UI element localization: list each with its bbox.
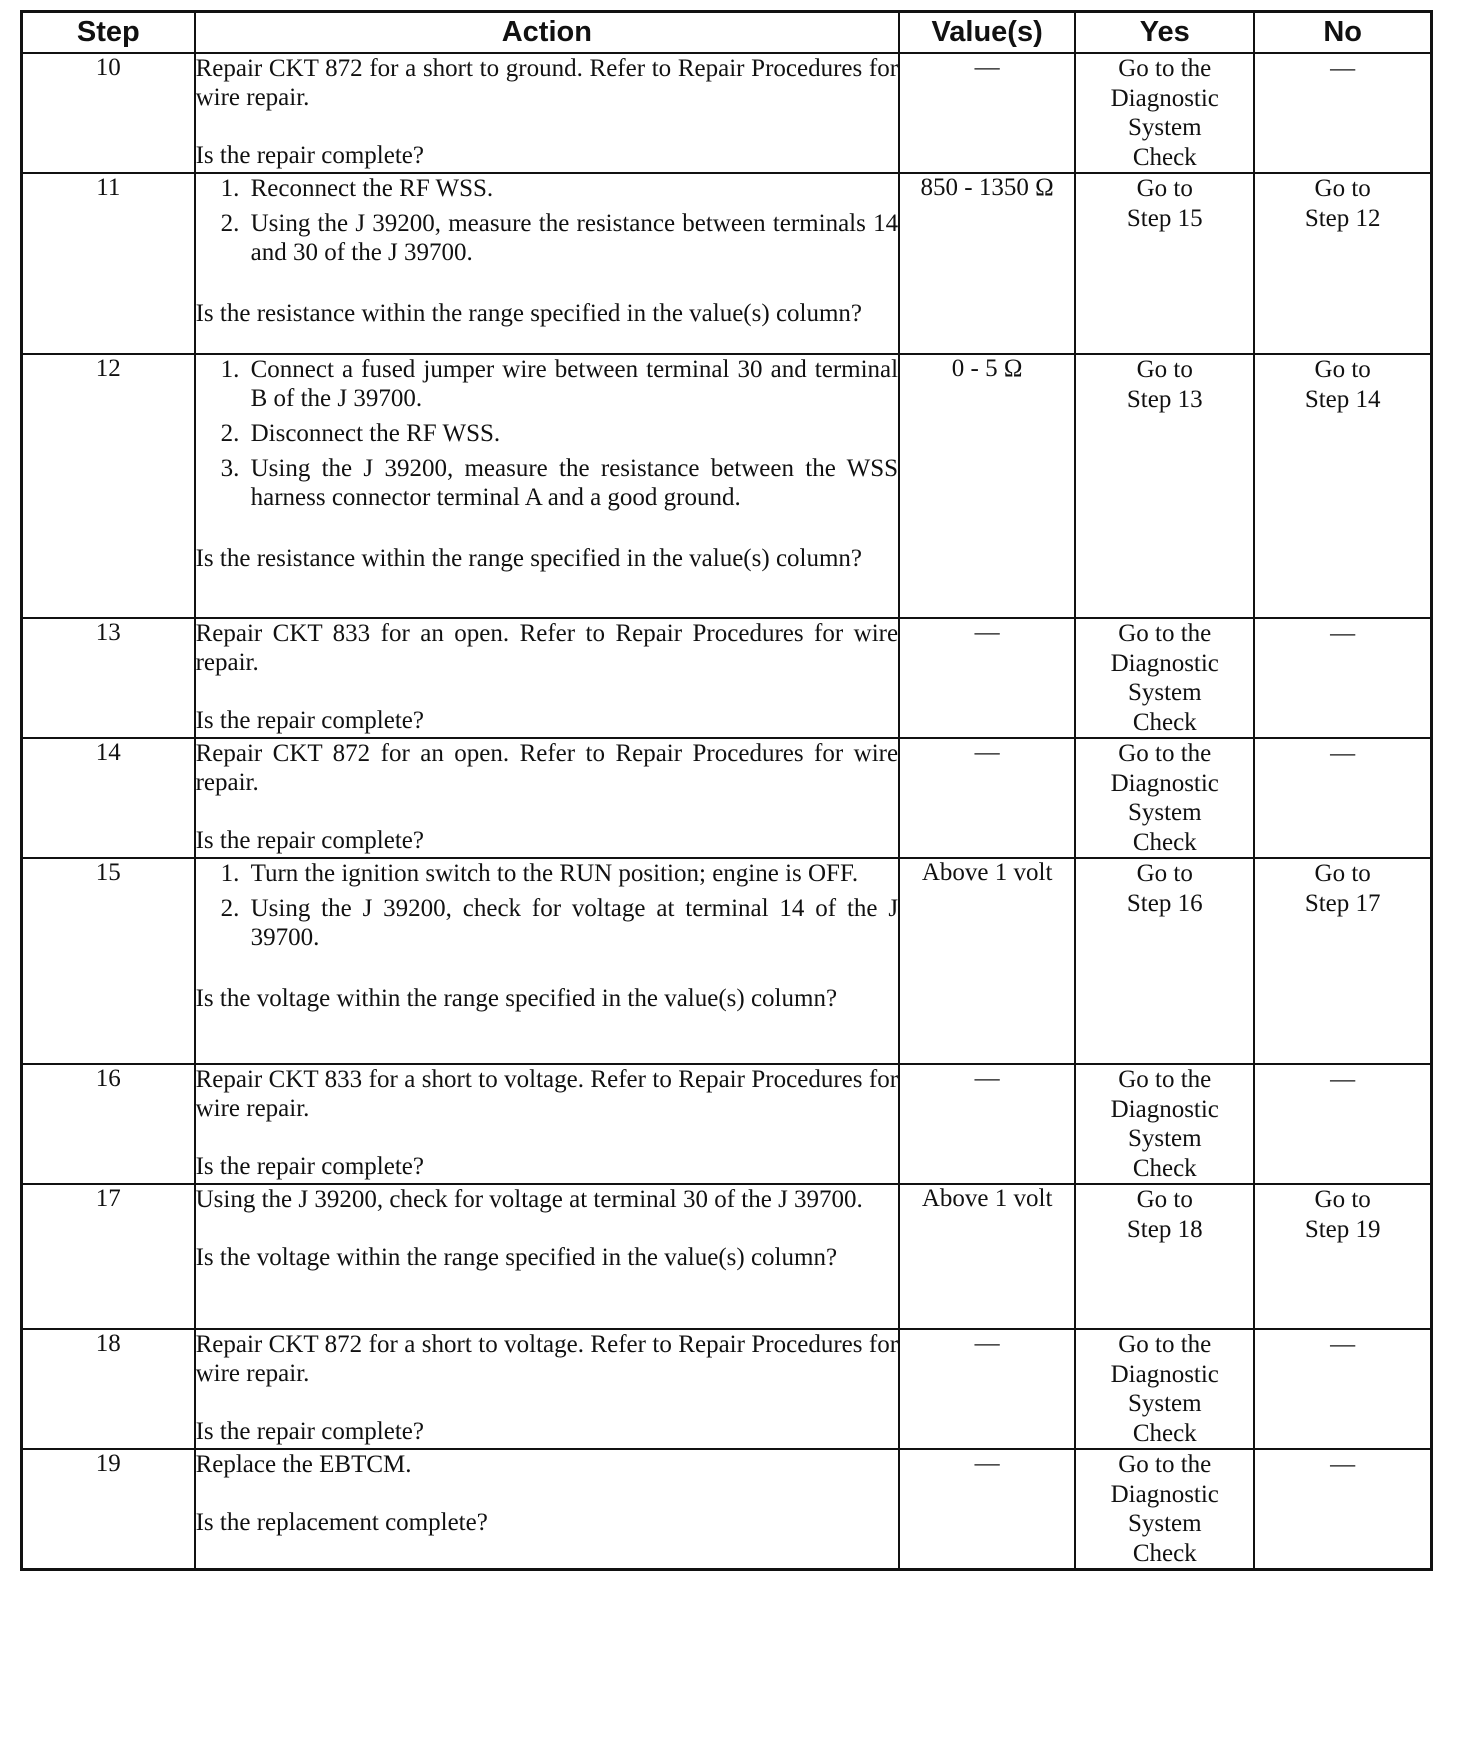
no-text-line: —: [1330, 1066, 1356, 1093]
action-step-item: [220, 355, 899, 413]
yes-text-line: Diagnostic: [1110, 1360, 1219, 1388]
action-step-item: [220, 859, 898, 888]
yes-cell: [1075, 858, 1254, 1064]
yes-cell: [1075, 1064, 1254, 1184]
action-text: Repair CKT 833 for an open. Refer to Repair Procedures for wire repair.: [195, 620, 899, 676]
action-cell: [195, 53, 899, 173]
table-row: [22, 354, 1432, 618]
no-text-line: Step 19: [1304, 1215, 1381, 1243]
yes-cell: [1075, 354, 1254, 618]
value-cell: —: [899, 1329, 1075, 1449]
action-cell: [195, 858, 899, 1064]
action-step-item: [220, 419, 898, 448]
value-cell: —: [899, 618, 1075, 738]
yes-text-line: Go to: [1136, 356, 1193, 383]
yes-text-line: System: [1127, 679, 1202, 706]
action-step-number: 1.: [220, 175, 240, 202]
step-number: 16: [22, 1064, 195, 1184]
action-question: Is the repair complete?: [195, 827, 424, 854]
no-text-line: Go to: [1314, 860, 1371, 887]
no-text-line: —: [1330, 1451, 1356, 1478]
no-cell: [1254, 858, 1431, 1064]
yes-text-line: System: [1127, 1510, 1202, 1537]
yes-text-line: Go to: [1136, 1186, 1193, 1213]
table-row: [22, 1184, 1432, 1329]
value-cell: —: [899, 1449, 1075, 1570]
value-cell: Above 1 volt: [899, 858, 1075, 1064]
no-text-line: Step 17: [1304, 889, 1381, 917]
action-step-item: [220, 174, 898, 203]
action-text: Repair CKT 872 for an open. Refer to Repair Procedures for wire repair.: [195, 740, 899, 796]
action-step-item: [220, 454, 899, 512]
no-text-line: —: [1330, 1331, 1356, 1358]
yes-cell: [1075, 1184, 1254, 1329]
yes-cell: [1075, 738, 1254, 858]
no-text-line: Go to: [1314, 1186, 1371, 1213]
no-text-line: Step 14: [1304, 385, 1381, 413]
no-cell: [1254, 173, 1431, 354]
table-row: [22, 173, 1432, 354]
action-step-number: 2.: [220, 210, 240, 237]
table-header: [22, 12, 1432, 54]
no-cell: [1254, 1184, 1431, 1329]
action-question: Is the resistance within the range specified in the value(s) column?: [195, 545, 863, 572]
action-cell: [195, 1449, 899, 1570]
yes-text-line: Go to: [1136, 860, 1193, 887]
no-cell: [1254, 354, 1431, 618]
action-step-number: 3.: [220, 455, 240, 482]
step-number: 14: [22, 738, 195, 858]
action-steps-list: [196, 174, 898, 267]
no-cell: [1254, 618, 1431, 738]
action-step-item: [220, 894, 899, 952]
action-cell: [195, 738, 899, 858]
header-yes: Yes: [1075, 12, 1254, 54]
yes-text-line: System: [1127, 1125, 1202, 1152]
step-number: 12: [22, 354, 195, 618]
header-row: [22, 12, 1432, 54]
step-number: 19: [22, 1449, 195, 1570]
action-cell: [195, 618, 899, 738]
action-question: Is the repair complete?: [195, 707, 424, 734]
no-text-line: Step 12: [1304, 204, 1381, 232]
yes-text-line: Check: [1132, 828, 1197, 856]
no-text-line: —: [1330, 620, 1356, 647]
action-cell: [195, 1329, 899, 1449]
yes-text-line: Check: [1132, 1154, 1197, 1182]
action-steps-list: [196, 859, 898, 952]
action-step-text: Connect a fused jumper wire between terminal 30 and terminal B of the J 39700.: [250, 356, 899, 412]
table-row: [22, 738, 1432, 858]
action-text: Replace the EBTCM.: [195, 1451, 412, 1478]
action-steps-list: [196, 355, 898, 512]
no-text-line: —: [1330, 740, 1356, 767]
action-question: Is the resistance within the range specified in the value(s) column?: [195, 300, 863, 327]
value-cell: 850 - 1350 Ω: [899, 173, 1075, 354]
action-step-number: 1.: [220, 860, 240, 887]
action-question: Is the repair complete?: [195, 142, 424, 169]
yes-text-line: Diagnostic: [1110, 1480, 1219, 1508]
yes-text-line: Step 13: [1126, 385, 1203, 413]
yes-text-line: Check: [1132, 143, 1197, 171]
diagnostic-table: [20, 10, 1433, 1571]
action-text: Using the J 39200, check for voltage at terminal 30 of the J 39700.: [195, 1186, 863, 1213]
yes-text-line: Go to the: [1118, 1066, 1212, 1093]
yes-cell: [1075, 1449, 1254, 1570]
yes-text-line: Go to the: [1118, 620, 1212, 647]
action-step-text: Using the J 39200, measure the resistance between the WSS harness connector terminal A and a good ground.: [250, 455, 899, 511]
action-cell: [195, 354, 899, 618]
action-question: Is the repair complete?: [195, 1418, 424, 1445]
yes-cell: [1075, 1329, 1254, 1449]
yes-text-line: Diagnostic: [1110, 84, 1219, 112]
action-step-item: [220, 209, 899, 267]
yes-text-line: Check: [1132, 1539, 1197, 1567]
value-cell: —: [899, 53, 1075, 173]
table-row: [22, 1329, 1432, 1449]
step-number: 13: [22, 618, 195, 738]
table-row: [22, 1449, 1432, 1570]
action-question: Is the voltage within the range specified in the value(s) column?: [195, 1244, 838, 1271]
action-question: Is the replacement complete?: [195, 1509, 488, 1536]
yes-text-line: Diagnostic: [1110, 649, 1219, 677]
yes-text-line: System: [1127, 799, 1202, 826]
action-step-text: Disconnect the RF WSS.: [250, 420, 501, 447]
action-text: Repair CKT 872 for a short to ground. Refer to Repair Procedures for wire repair.: [195, 55, 899, 111]
value-cell: Above 1 volt: [899, 1184, 1075, 1329]
yes-cell: [1075, 173, 1254, 354]
yes-text-line: System: [1127, 1390, 1202, 1417]
no-text-line: Go to: [1314, 356, 1371, 383]
step-number: 11: [22, 173, 195, 354]
yes-text-line: Go to the: [1118, 1451, 1212, 1478]
yes-text-line: Check: [1132, 1419, 1197, 1447]
table-row: [22, 53, 1432, 173]
no-cell: [1254, 1449, 1431, 1570]
yes-cell: [1075, 618, 1254, 738]
no-cell: [1254, 1064, 1431, 1184]
yes-text-line: Check: [1132, 708, 1197, 736]
yes-text-line: Step 18: [1126, 1215, 1203, 1243]
value-cell: 0 - 5 Ω: [899, 354, 1075, 618]
step-number: 15: [22, 858, 195, 1064]
header-step: Step: [22, 12, 195, 54]
table-body: [22, 53, 1432, 1570]
action-text: Repair CKT 872 for a short to voltage. Refer to Repair Procedures for wire repair.: [195, 1331, 899, 1387]
no-text-line: —: [1330, 55, 1356, 82]
yes-cell: [1075, 53, 1254, 173]
action-question: Is the voltage within the range specified in the value(s) column?: [195, 985, 838, 1012]
action-step-number: 2.: [220, 895, 240, 922]
value-cell: —: [899, 738, 1075, 858]
table-row: [22, 618, 1432, 738]
action-step-text: Reconnect the RF WSS.: [250, 175, 494, 202]
step-number: 10: [22, 53, 195, 173]
header-no: No: [1254, 12, 1431, 54]
action-cell: [195, 1064, 899, 1184]
yes-text-line: System: [1127, 114, 1202, 141]
table-row: [22, 858, 1432, 1064]
yes-text-line: Step 15: [1126, 204, 1203, 232]
action-question: Is the repair complete?: [195, 1153, 424, 1180]
value-cell: —: [899, 1064, 1075, 1184]
action-step-number: 2.: [220, 420, 240, 447]
no-cell: [1254, 738, 1431, 858]
step-number: 18: [22, 1329, 195, 1449]
action-cell: [195, 173, 899, 354]
yes-text-line: Diagnostic: [1110, 1095, 1219, 1123]
yes-text-line: Go to: [1136, 175, 1193, 202]
header-values: Value(s): [899, 12, 1075, 54]
action-step-text: Using the J 39200, measure the resistance between terminals 14 and 30 of the J 39700.: [250, 210, 899, 266]
table-row: [22, 1064, 1432, 1184]
action-step-text: Turn the ignition switch to the RUN position; engine is OFF.: [250, 860, 859, 887]
action-step-number: 1.: [220, 356, 240, 383]
action-step-text: Using the J 39200, check for voltage at terminal 14 of the J 39700.: [250, 895, 899, 951]
no-cell: [1254, 1329, 1431, 1449]
no-cell: [1254, 53, 1431, 173]
action-cell: [195, 1184, 899, 1329]
yes-text-line: Go to the: [1118, 740, 1212, 767]
yes-text-line: Step 16: [1126, 889, 1203, 917]
no-text-line: Go to: [1314, 175, 1371, 202]
yes-text-line: Go to the: [1118, 1331, 1212, 1358]
header-action: Action: [195, 12, 899, 54]
action-text: Repair CKT 833 for a short to voltage. Refer to Repair Procedures for wire repair.: [195, 1066, 899, 1122]
yes-text-line: Go to the: [1118, 55, 1212, 82]
yes-text-line: Diagnostic: [1110, 769, 1219, 797]
step-number: 17: [22, 1184, 195, 1329]
